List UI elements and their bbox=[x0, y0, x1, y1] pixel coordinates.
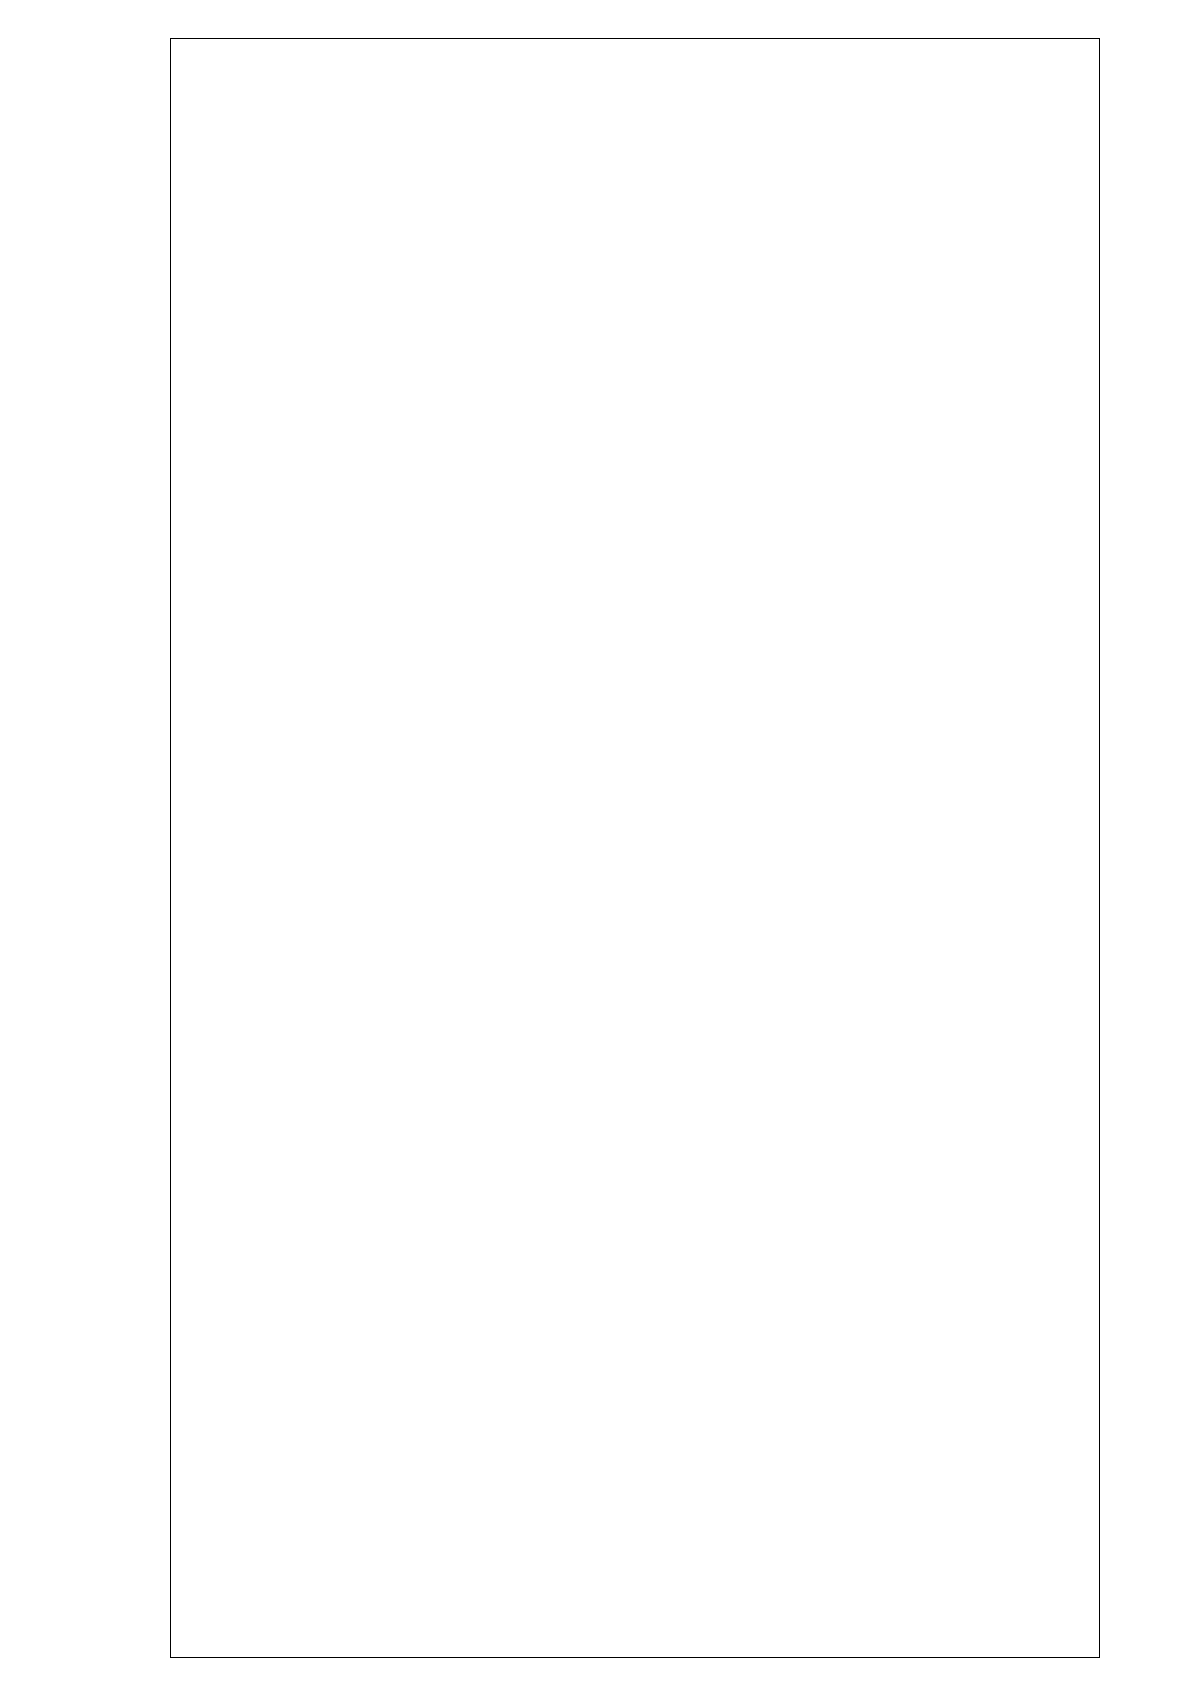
section-header-cell bbox=[171, 39, 1100, 1658]
section-header-row bbox=[171, 39, 1100, 1658]
rotated-table-container bbox=[170, 38, 1100, 1658]
footer-file-path bbox=[1050, 930, 1070, 1330]
activities-table bbox=[170, 38, 1100, 1658]
